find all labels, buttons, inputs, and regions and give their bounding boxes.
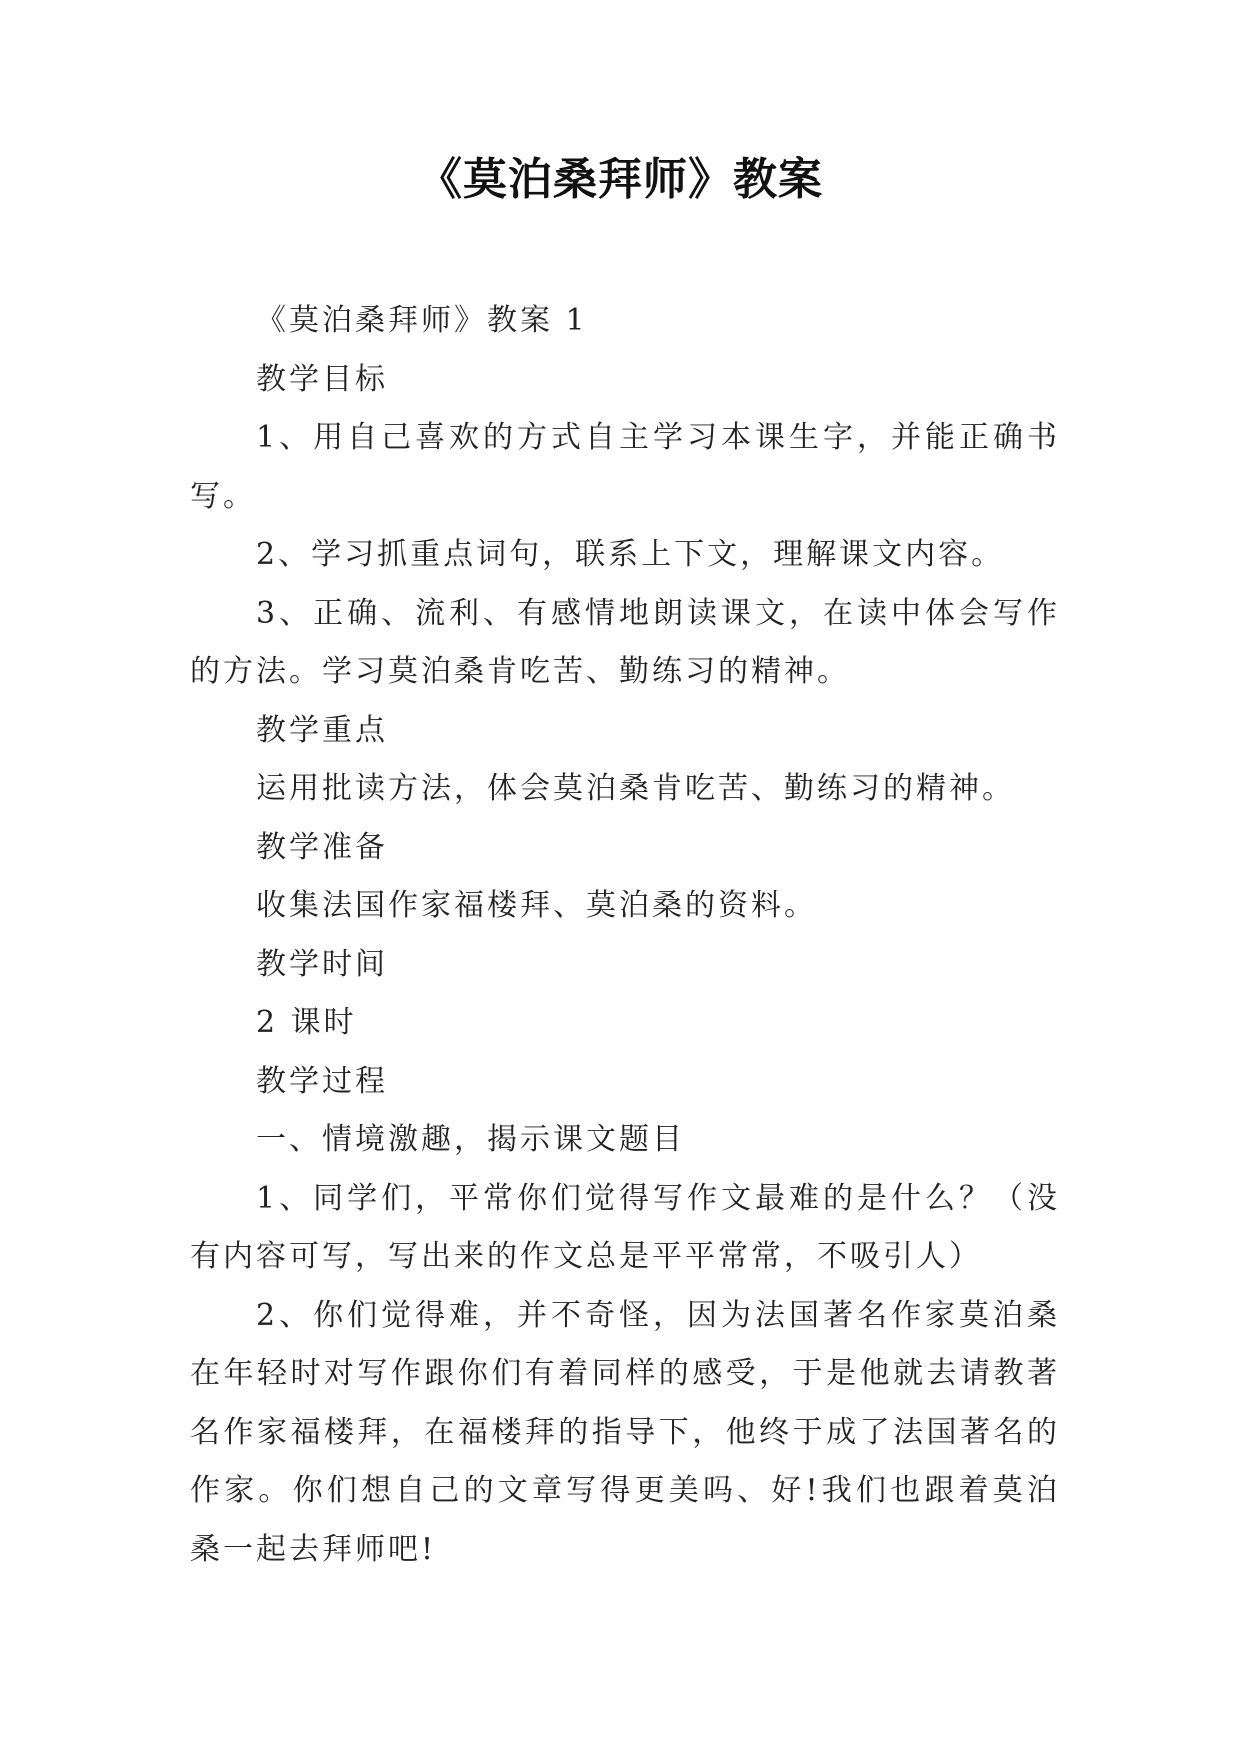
process-item-2: 2、你们觉得难，并不奇怪，因为法国著名作家莫泊桑在年轻时对写作跟你们有着同样的感受，于是他就去请教著名作家福楼拜，在福楼拜的指导下，他终于成了法国著名的作家。你们想自己的文章写得更美吗、好!我们也跟着莫泊桑一起去拜师吧! xyxy=(190,1297,1060,1567)
section-heading-time: 教学时间 xyxy=(256,946,388,982)
process-item-1: 1、同学们，平常你们觉得写作文最难的是什么？（没有内容可写，写出来的作文总是平平常常，不吸引人） xyxy=(190,1180,1060,1274)
section-heading-focus: 教学重点 xyxy=(256,712,388,748)
process-step-heading: 一、情境激趣，揭示课文题目 xyxy=(256,1122,685,1157)
preparation-text: 收集法国作家福楼拜、莫泊桑的资料。 xyxy=(256,888,817,923)
section-heading-preparation: 教学准备 xyxy=(256,829,388,865)
lesson-heading: 《莫泊桑拜师》教案 1 xyxy=(256,303,588,338)
focus-text: 运用批读方法，体会莫泊桑肯吃苦、勤练习的精神。 xyxy=(256,771,1015,806)
section-heading-process: 教学过程 xyxy=(256,1063,388,1099)
document-title: 《莫泊桑拜师》教案 xyxy=(418,154,823,205)
goal-item-3: 3、正确、流利、有感情地朗读课文，在读中体会写作的方法。学习莫泊桑肯吃苦、勤练习的精神。 xyxy=(190,595,1060,689)
document-body xyxy=(190,292,1060,1579)
goal-item-2: 2、学习抓重点词句，联系上下文，理解课文内容。 xyxy=(256,537,1005,572)
goal-item-1: 1、用自己喜欢的方式自主学习本课生字，并能正确书写。 xyxy=(190,420,1060,514)
time-text: 2 课时 xyxy=(256,1005,357,1040)
section-heading-goals: 教学目标 xyxy=(256,361,388,397)
